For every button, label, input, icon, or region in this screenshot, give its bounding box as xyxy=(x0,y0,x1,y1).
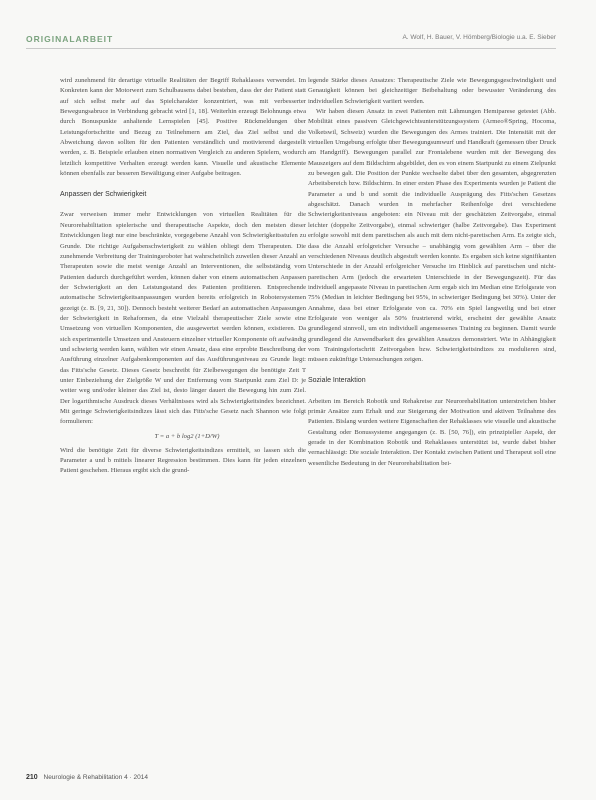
left-column xyxy=(60,76,306,477)
page-number: 210 xyxy=(26,774,38,781)
left-paragraph-3: Wird die benötigte Zeit für diverse Schwierigkeitsindizes ermittelt, so lassen sich die Parameter a und b mittels linearer Regression bestimmen. Dies kann für jeden einzelnen Patient geschehen. Hieraus ergibt sich die grund- xyxy=(60,446,306,475)
right-paragraph-1: legende Stärke dieses Ansatzes: Therapeutische Ziele wie Bewegungsgeschwindigkeit und Genauigkeit können bei gleichzeitiger Beibehaltung oder bewusster Veränderung des individuellen Schwierigkeit variiert werden. xyxy=(308,77,556,105)
section-heading-difficulty: Anpassen der Schwierigkeit xyxy=(60,190,147,198)
right-paragraph-2: Wir haben diesen Ansatz in zwei Patienten mit Lähmungen Hemiparese getestet (Abb. Mobilität eines passiven Gleichgewichtsunterstützungssystem (Armeo®Spring, Hocoma, Volketswil, Schweiz) wurden die Bewegungen des Armes trainiert. Die Intensität mit der virtuellen Umgebung erfolgte über Bewegungsumwurf und Handkraft (gemessen über Druck am Handgriff). Bewegungen parallel zur Frontalebene wurden mit der Bewegung des Mauszeigers auf dem Bildschirm abgebildet, den es von einem Startpunkt zu einem Zielpunkt zu bewegen galt. Die Position der Punkte wechselte dabei über den gesamten, abgegrenzten Arbeitsbereich bzw. Bildschirm. In einer ersten Phase des Experiments wurden je Patient die Parameter a und b und somit die individuelle Ausprägung des Fitts'schen Gesetzes abgeschätzt. Danach wurden in mehrfacher Reihenfolge drei verschiedene Schwierigkeitsniveaus angeboten: ein Niveau mit der geschätzten Zeitvorgabe, einmal leichter (doppelte Zeitvorgabe), einmal schwieriger (halbe Zeitvorgabe). Das Experiment erfolgte sowohl mit dem paretischen als auch mit dem nicht-paretischen Arm. Es zeigte sich, dass die Anzahl erfolgreicher Versuche – unabhängig vom gewählten Arm – über die verschiedenen Niveaus deutlich abgestuft werden konnte. Es ergaben sich keine signifikanten Unterschiede in der Anzahl erfolgreicher Versuche im Hinblick auf paretischen und nicht-paretischen Arm (jedoch die erwarteten Unterschiede in der Bewegungszeit). Für das individuell angepasste Niveau in paretischen Arm ergab sich im Median eine Erfolgsrate von 75% (Median in leichter Bedingung bei 95%, in schwieriger Bedingung bei 30%). Unter der Annahme, dass bei einer Erfolgsrate von ca. 70% ein Spiel langweilig und bei einer Erfolgsrate von weniger als 50% frustrierend wirkt, erscheint der gewählte Ansatz grundlegend sinnvoll, um ein individuell angemessenes Training zu beginnen. Damit wurde grundlegend die Anwendbarkeit des gewählten Ansatzes demonstriert. Wie in Abhängigkeit vom Trainingsfortschritt Zeitvorgaben bzw. Schwierigkeitsindizes zu modulieren sind, müssen zukünftige Untersuchungen zeigen. xyxy=(308,108,556,364)
fitts-formula: T = a + b log2 (1+D/W) xyxy=(154,432,220,440)
section-heading-social: Soziale Interaktion xyxy=(308,376,366,384)
running-authors: A. Wolf, H. Bauer, V. Hömberg/Biologie u.a. E. Sieber xyxy=(402,34,556,41)
header-rule xyxy=(26,48,556,49)
right-paragraph-3: Arbeiten im Bereich Robotik und Rehakreise zur Neurorehabilitation unterstreichen bisher primär Ansätze zum Erhalt und zur Steigerung der Motivation und aktiven Teilnahme des Patienten. Bislang wurden weitere Eigenschaften der Rehaklasses wie visuelle und akustische Gestaltung oder Bonussysteme angegangen (z. B. [50, 76]), ein prinzipieller Aspekt, der gerade in der Kombination Robotik und Rehaklasses unterstützt ist, wurde dabei bisher vernachlässigt: Die soziale Interaktion. Der Kontakt zwischen Patient und Therapeut soll eine wesentliche Bedeutung in der Neurorehabilitation bei- xyxy=(308,397,556,467)
left-paragraph-1: wird zunehmend für derartige virtuelle Realitäten der Begriff Rehaklasses verwendet. Im Konkreten kann der Motorwert zum Schulbausens dabei bestehen, dass der der Patient statt auf sich selbst mehr auf das Spielcharakter konzentriert, was mit verbesserter Bewegungsabruce in Verbindung gebracht wird [1, 18]. Weiterhin erzeugt Belohnungs etwa durch Bonuspunkte anhaltende Lernspielen [45]. Positive Rückmeldungen über Leistungsfortschritte und Bezug zu Teilnehmern am Ziel, das Ziel selbst und die Abweichung davon sollten für den Patienten verständlich und motivierend dargestellt werden, z. B. Beispiele erlauben einen normativen Vergleich zu anderen Spielern, wodurch letztlich kompetitive Verhalten erzeugt werden kann. Visuelle und akustische Elemente können ebenfalls zur besseren Bewältigung einer Aufgabe beitragen. xyxy=(60,77,306,178)
right-column xyxy=(308,76,556,469)
left-paragraph-2: Zwar verweisen immer mehr Entwicklungen von virtuellen Realitäten für die Neurorehabilitation spielerische und therapeutische Aspekte, doch den meisten dieser Entwicklungen liegt nur eine beschränkte, vorgegebene Anzahl von Schwierigkeitsstufen zu Grunde. Die richtige Aufgabenschwierigkeit zu wählen obliegt dem Therapeuten. Die zunehmende Verbreitung der Trainingsroboter hat wahrscheinlich zuweilen dieser Anzahl an Therapeuten sowie die meist wenige Anzahl an Interventionen, die selbstständig vom Patienten dadurch durchgeführt werden, können daher von einem automatischen Anpassen der Schwierigkeit an den Leistungsstand des Patienten profitieren. Entsprechende automatische Schwierigkeitsanpassungen wurden bereits erfolgreich in Robotersystemen gezeigt (z. B. [9, 21, 30]). Dennoch besteht weiterer Bedarf an automatischen Anpassungen der Schwierigkeit in Rehaformen, da eine Vielzahl therapeutischer Ziele sowie eine Umsetzung von virtuellen Komponenten, die ausgewertet werden können, existieren. Da sich experimentelle Umsetzen und Ansteuern einzelner virtueller Komponente oft aufwändig und schwierig werden kann, wählten wir einen Ansatz, dass eine erprobte Beschreibung der Ausführung einzelner Aufgabenkomponenten auf das Ausführungsniveau zu Grunde liegt: das Fitts'sche Gesetz. Dieses Gesetz beschreibt für Zielbewegungen die benötigte Zeit T unter Einbeziehung der Zielgröße W und der Entfernung vom Startpunkt zum Ziel D: je weiter weg und/oder kleiner das Ziel ist, desto länger dauert die Bewegung hin zum Ziel. Der logarithmische Ausdruck dieses Verhältnisses wird als Schwierigkeitsindex bezeichnet. Mit geringe Schwierigkeitsindizes lässt sich das Fitts'sche Gesetz nach Shannon wie folgt formulieren: xyxy=(60,211,306,426)
journal-name: Neurologie & Rehabilitation 4 · 2014 xyxy=(43,774,148,781)
section-label: ORIGINALARBEIT xyxy=(26,34,114,44)
page-footer xyxy=(26,774,148,781)
running-header xyxy=(26,34,556,46)
